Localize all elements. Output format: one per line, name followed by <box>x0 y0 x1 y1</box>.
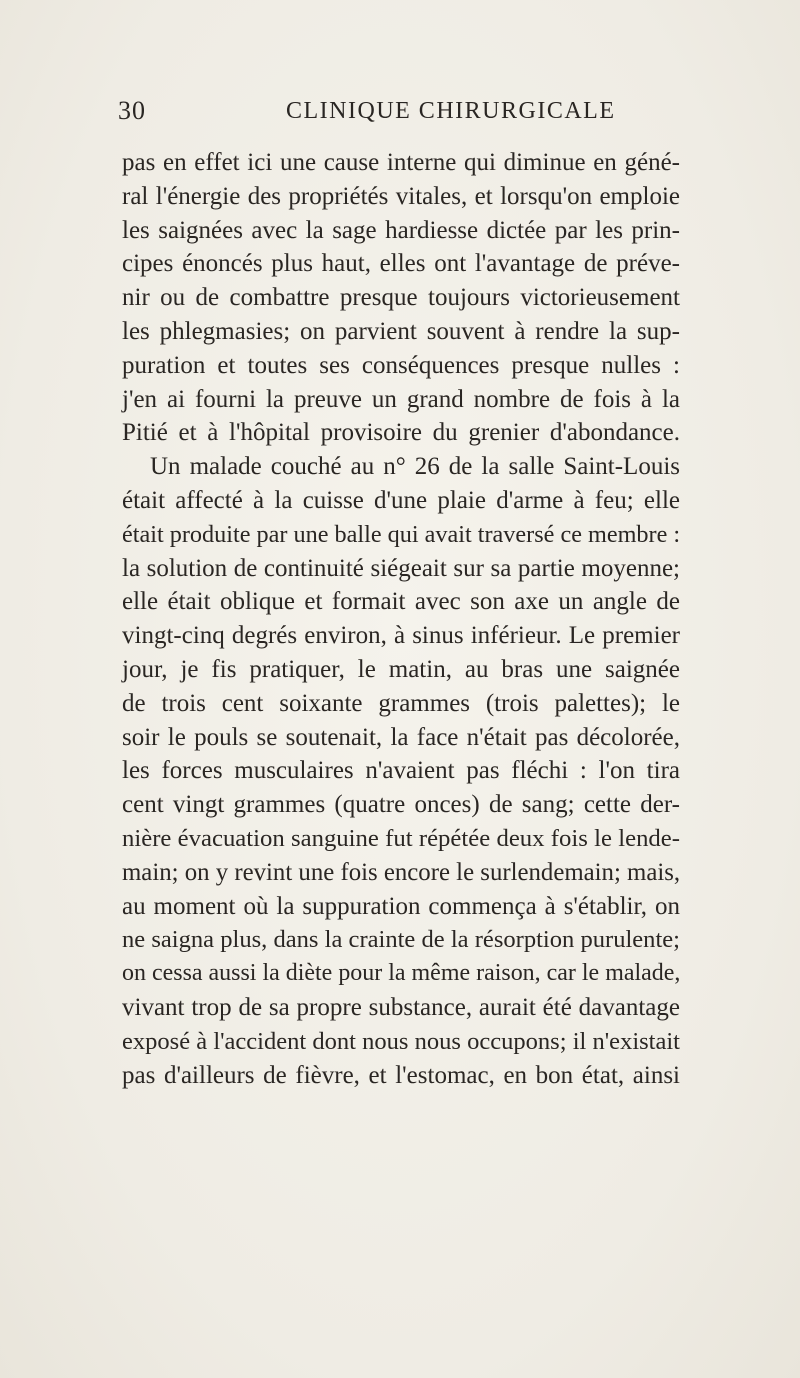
text-line: Pitié et à l'hôpital provisoire du grenier d'abondance. <box>122 419 680 447</box>
text-line: pas en effet ici une cause interne qui diminue en géné- <box>122 149 680 176</box>
text-line: soir le pouls se soutenait, la face n'était pas décolorée, <box>122 723 680 751</box>
text-line: exposé à l'accident dont nous nous occupons; il n'existait <box>122 1027 680 1055</box>
running-title: CLINIQUE CHIRURGICALE <box>286 98 616 124</box>
text-line: les forces musculaires n'avaient pas fléchi : l'on tira <box>122 757 680 785</box>
page-header <box>118 96 678 132</box>
text-line: j'en ai fourni la preuve un grand nombre de fois à la <box>122 385 680 413</box>
text-line: ne saigna plus, dans la crainte de la résorption purulente; <box>122 926 680 954</box>
text-line: pas d'ailleurs de fièvre, et l'estomac, en bon état, ainsi <box>122 1061 680 1089</box>
text-line: les saignées avec la sage hardiesse dictée par les prin- <box>122 216 680 244</box>
text-line: nir ou de combattre presque toujours victorieusement <box>122 284 680 312</box>
text-line: au moment où la suppuration commença à s'établir, on <box>122 892 680 920</box>
text-line: main; on y revint une fois encore le surlendemain; mais, <box>122 858 681 886</box>
text-line: vivant trop de sa propre substance, aurait été davantage <box>122 993 680 1021</box>
text-line: elle était oblique et formait avec son axe un angle de <box>122 588 680 616</box>
text-line: les phlegmasies; on parvient souvent à rendre la sup- <box>122 317 680 345</box>
text-line: puration et toutes ses conséquences presque nulles : <box>122 351 680 379</box>
text-line: jour, je fis pratiquer, le matin, au bras une saignée <box>122 655 680 683</box>
text-line: cipes énoncés plus haut, elles ont l'avantage de préve- <box>122 250 680 278</box>
body-text <box>122 146 680 1092</box>
text-line: de trois cent soixante grammes (trois palettes); le <box>122 689 680 717</box>
text-line: était affecté à la cuisse d'une plaie d'arme à feu; elle <box>122 486 680 514</box>
text-line: était produite par une balle qui avait traversé ce membre : <box>122 520 681 548</box>
page-number: 30 <box>118 96 146 125</box>
text-line: cent vingt grammes (quatre onces) de sang; cette der- <box>122 791 680 819</box>
text-line: nière évacuation sanguine fut répétée deux fois le lende- <box>122 824 680 852</box>
text-line: vingt-cinq degrés environ, à sinus inférieur. Le premier <box>122 622 680 650</box>
text-line: on cessa aussi la diète pour la même raison, car le malade, <box>122 960 681 987</box>
text-line: ral l'énergie des propriétés vitales, et lorsqu'on emploie <box>122 182 680 210</box>
text-line: Un malade couché au n° 26 de la salle Saint-Louis <box>150 453 680 481</box>
text-line: la solution de continuité siégeait sur sa partie moyenne; <box>122 554 680 582</box>
